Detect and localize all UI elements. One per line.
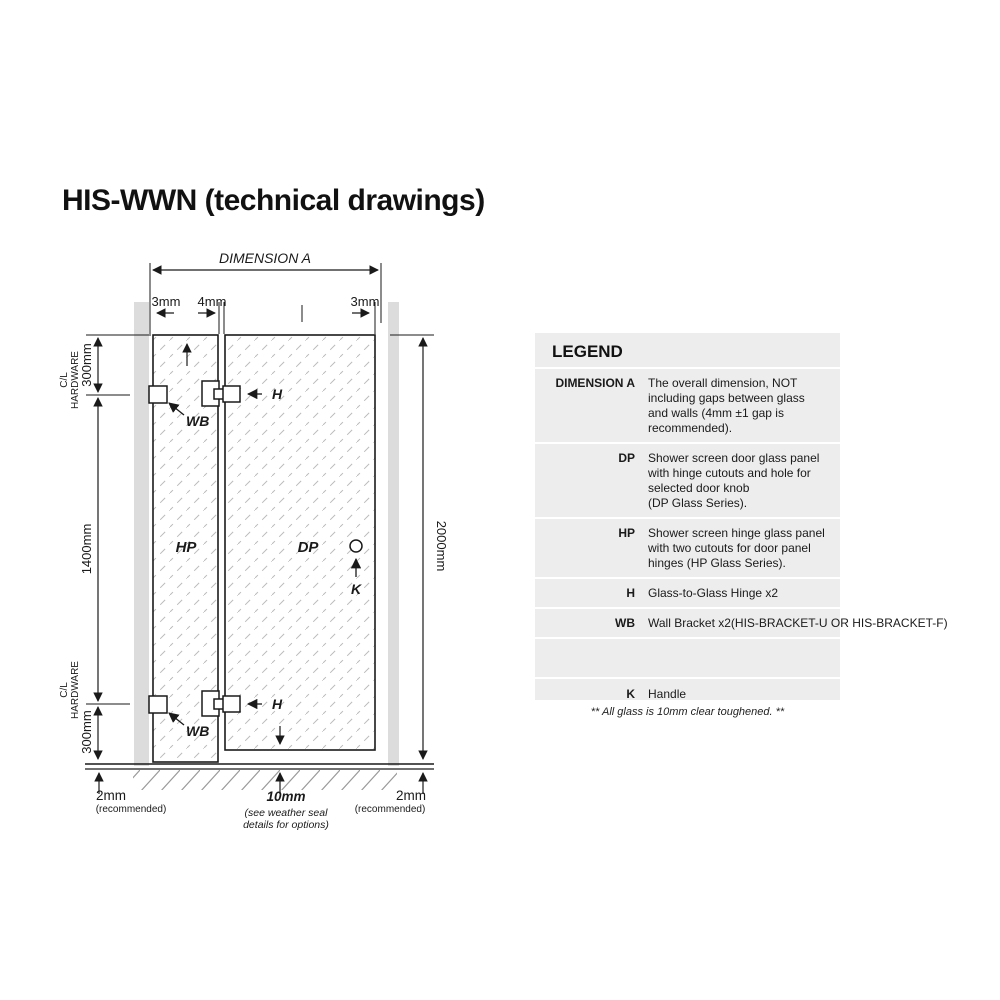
legend-desc: Glass-to-Glass Hinge x2 (648, 586, 779, 600)
gap-middle-label: 4mm (197, 294, 227, 309)
legend-row-hp (535, 517, 840, 577)
legend-desc: Shower screen hinge glass panel with two cutouts for door panel hinges (HP Glass Series). (648, 526, 825, 570)
legend-desc: Wall Bracket x2(HIS-BRACKET-U OR HIS-BRACKET-F) (648, 616, 948, 630)
floor-gap-left-note: (recommended) (95, 804, 167, 815)
wall-bracket-bottom (149, 696, 167, 713)
legend-desc: Handle (648, 687, 687, 701)
dim-1400mm: 1400mm (79, 523, 94, 575)
legend-term: WB (615, 616, 635, 630)
glass-footnote: ** All glass is 10mm clear toughened. ** (590, 706, 785, 718)
hinge-panel-label: HP (175, 539, 197, 556)
door-gap-note-line2: details for options) (243, 819, 329, 831)
legend-row-wb (535, 607, 948, 637)
legend-term: DIMENSION A (555, 376, 635, 390)
door-knob (350, 540, 362, 552)
page-title: HIS-WWN (technical drawings) (62, 184, 485, 217)
door-panel-label: DP (297, 539, 319, 556)
legend-term: K (626, 687, 635, 701)
floor (85, 764, 434, 790)
dim-2000mm: 2000mm (434, 520, 449, 572)
floor-gap-left-value: 2mm (96, 788, 126, 803)
floor-gap-right-note: (recommended) (354, 804, 426, 815)
legend-term: HP (618, 526, 635, 540)
dimension-a-label: DIMENSION A (218, 250, 312, 266)
legend-row-spacer (535, 637, 840, 677)
hinge-callout-bottom: H (272, 696, 283, 712)
left-wall (134, 302, 149, 766)
bracket-callout-bottom: WB (186, 723, 210, 739)
door-gap-value: 10mm (266, 789, 306, 804)
dim-300mm-bottom: 300mm (79, 710, 94, 754)
bracket-callout-top: WB (186, 413, 210, 429)
handle-callout: K (350, 581, 362, 597)
legend-row-k (535, 677, 840, 708)
legend-term: H (626, 586, 635, 600)
cl-hardware-bottom-line2: HARDWARE (70, 661, 81, 719)
cl-hardware-bottom-line1: C/L (59, 682, 70, 698)
hinge-callout-top: H (272, 386, 283, 402)
door-gap-note-line1: (see weather seal (244, 807, 328, 819)
cl-hardware-top-line2: HARDWARE (70, 351, 81, 409)
dim-300mm-top: 300mm (79, 343, 94, 387)
legend-row-dp (535, 442, 840, 517)
legend-term: DP (618, 451, 635, 465)
right-wall (388, 302, 399, 766)
floor-gap-right-value: 2mm (396, 788, 426, 803)
legend-heading: LEGEND (552, 342, 623, 361)
legend-panel (535, 333, 948, 701)
cl-hardware-top-line1: C/L (59, 372, 70, 388)
legend-desc: The overall dimension, NOT including gaps between glass and walls (4mm ±1 gap is recommended). (648, 376, 805, 435)
legend-row-dimension-a (535, 367, 840, 442)
legend-row-h (535, 577, 840, 607)
floor-hatching (133, 770, 397, 790)
wall-bracket-top (149, 386, 167, 403)
legend-desc: Shower screen door glass panel with hinge cutouts and hole for selected door knob (DP Glass Series). (648, 451, 820, 510)
gap-left-label: 3mm (151, 294, 181, 309)
gap-right-label: 3mm (350, 294, 380, 309)
